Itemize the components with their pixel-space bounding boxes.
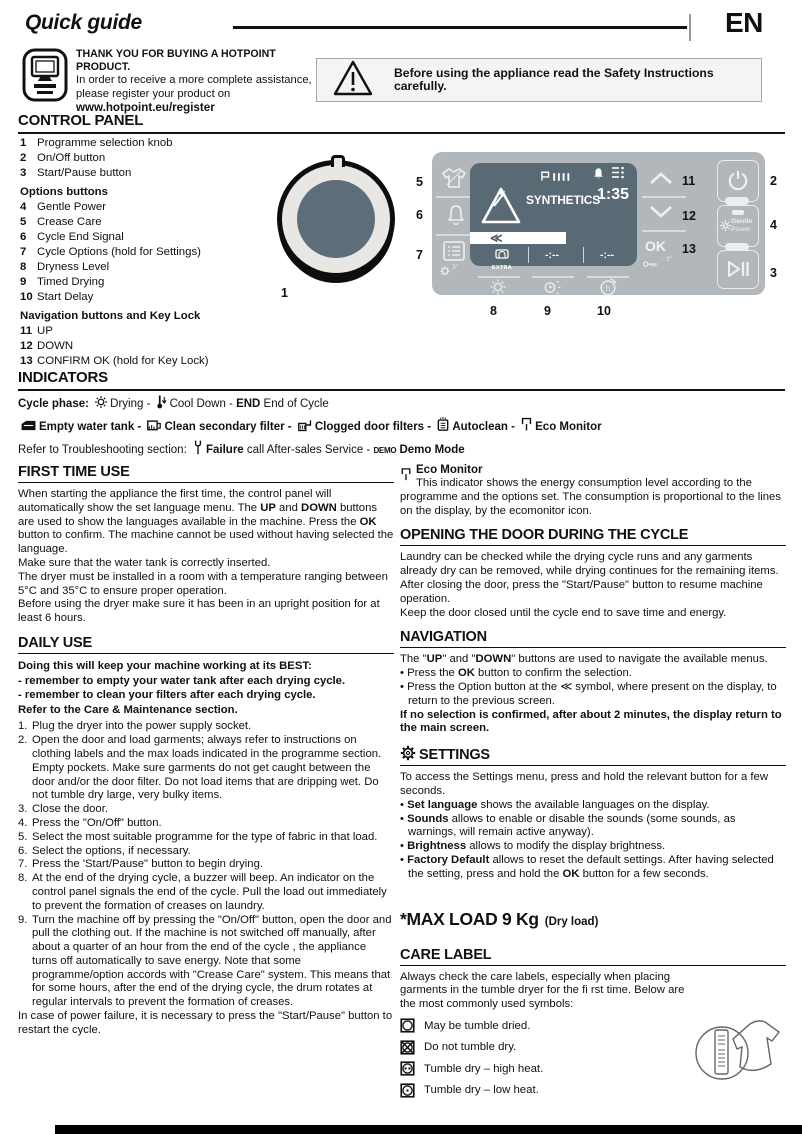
care-symbol-label: Do not tumble dry. xyxy=(424,1041,517,1054)
item-number: 8 xyxy=(20,261,27,273)
daily-use-intro-line: Doing this will keep your machine working at its BEST: xyxy=(18,659,312,672)
eco-monitor-block xyxy=(400,464,786,518)
power-icon xyxy=(726,169,750,198)
step-text: Press the 'Start/Pause" button to begin drying. xyxy=(32,858,263,871)
daily-use-intro-line: Refer to the Care & Maintenance section. xyxy=(18,703,238,716)
divider xyxy=(642,230,686,232)
step-number: 8. xyxy=(18,872,28,885)
callout-cycle-end-signal: 6 xyxy=(416,208,423,222)
care-symbol-label: Tumble dry – high heat. xyxy=(424,1062,544,1075)
dryness-level-display-icon xyxy=(611,166,625,184)
dryness-level-sun-icon xyxy=(489,278,507,301)
tumble-no-icon xyxy=(400,1040,415,1055)
control-panel-heading: CONTROL PANEL xyxy=(18,112,785,134)
callout-start-delay: 10 xyxy=(597,304,611,318)
step-text: Select the most suitable programme for the type of fabric in that load. xyxy=(32,830,378,843)
daily-use-outro: In case of power failure, it is necessary to press the "Start/Pause" button to restart the cycle. xyxy=(18,1010,393,1036)
troubleshooting-line xyxy=(18,439,785,460)
register-thanks-line: THANK YOU FOR BUYING A HOTPOINT PRODUCT. xyxy=(76,48,276,74)
opening-door-heading: OPENING THE DOOR DURING THE CYCLE xyxy=(400,527,786,546)
knob-notch xyxy=(331,155,345,167)
item-label: UP xyxy=(37,325,53,337)
extra-label: EXTRA xyxy=(491,264,513,271)
down-arrow-icon xyxy=(648,204,674,225)
back-symbol: ≪ xyxy=(490,231,503,245)
list-item xyxy=(20,324,272,339)
settings-gear-icon xyxy=(400,745,416,761)
remaining-time: 1:35 xyxy=(596,186,629,203)
water-tank-icon xyxy=(20,419,37,432)
cycle-end-signal-bell-icon xyxy=(446,203,466,230)
maintenance-indicators-line xyxy=(18,416,785,436)
callout-down: 12 xyxy=(682,209,696,223)
tumble-ok-icon xyxy=(400,1018,415,1033)
gentle-power-indicator xyxy=(732,210,744,215)
clean-secondary-filter-label: Clean secondary filter - xyxy=(164,421,295,433)
step-number: 1. xyxy=(18,720,28,733)
first-time-use-body: When starting the appliance the first time, the control panel will automatically show the set language menu. The UP and DOWN buttons are used to show the languages available in the machine. Press the OK button to confirm. The machine cannot be used without having selected the language. Make sure that the water tank is correctly inserted. The dryer must be installed in a room with a temperature ranging between 5°C and 35°C to ensure proper operation. Before using the dryer make sure it has been in an upright position for at least 6 hours. xyxy=(18,488,394,625)
end-of-cycle-label: End of Cycle xyxy=(260,398,329,410)
divider xyxy=(528,247,529,263)
item-label: DOWN xyxy=(37,340,74,352)
list-item xyxy=(20,136,272,151)
first-time-use-section xyxy=(18,464,394,626)
register-instruction: In order to receive a more complete assistance, please register your product on xyxy=(76,74,312,100)
care-symbol-label: May be tumble dried. xyxy=(424,1019,531,1032)
cool-down-thermometer-icon xyxy=(156,394,168,409)
care-label-heading: CARE LABEL xyxy=(400,947,786,966)
list-item xyxy=(20,200,272,215)
divider xyxy=(532,276,574,278)
options-hold-label: 3″ xyxy=(452,264,458,271)
item-label: Programme selection knob xyxy=(37,137,173,149)
failure-wrench-icon xyxy=(192,439,204,455)
demo-mode-label: Demo Mode xyxy=(399,444,465,456)
eco-monitor-display-icon xyxy=(540,169,574,187)
failure-label: Failure xyxy=(205,444,244,456)
svg-text:h: h xyxy=(605,284,611,294)
eco-monitor-icon xyxy=(400,466,412,488)
start-delay-slot: -:-- xyxy=(600,249,614,261)
left-column xyxy=(18,464,394,1038)
crease-care-icon xyxy=(440,166,468,195)
settings-hold-gear-icon xyxy=(440,263,450,281)
end-label: END xyxy=(236,398,261,410)
empty-water-tank-label: Empty water tank - xyxy=(39,421,145,433)
navigation-bullet: • Press the OK button to confirm the selection. xyxy=(400,667,632,680)
daily-use-intro-line: - remember to empty your water tank after each drying cycle. xyxy=(18,674,346,687)
daily-use-step xyxy=(18,845,394,859)
troubleshooting-prefix: Refer to Troubleshooting section: xyxy=(18,444,187,456)
settings-bullet: • Set language shows the available languages on the display. xyxy=(400,798,710,811)
navigation-outro: If no selection is confirmed, after about 2 minutes, the display return to the main screen. xyxy=(400,708,782,735)
item-number: 9 xyxy=(20,276,27,288)
list-item xyxy=(20,339,272,354)
item-number: 1 xyxy=(20,137,27,149)
step-text: Turn the machine off by pressing the "On/Off" button, open the door and pull the clothing out. If the machine is not switched off manually, after about a quarter of an hour from the end of the cycle , the appliance turns off automatically to save energy. Note that some programme/option accords with "Crease Care" system. This means that for some hours, after the end of the drying cycle, the drum rotates at regular intervals to prevent the formation of creases. xyxy=(32,913,392,1009)
programme-knob xyxy=(277,160,395,278)
up-arrow-icon xyxy=(648,170,674,191)
settings-intro: To access the Settings menu, press and hold the relevant button for a few seconds. xyxy=(400,771,768,797)
dryness-extra-indicator xyxy=(482,246,522,271)
indicators-heading: INDICATORS xyxy=(18,369,785,391)
clogged-door-filters-label: Clogged door filters - xyxy=(314,421,435,433)
daily-use-step xyxy=(18,803,394,817)
list-item xyxy=(20,354,272,369)
divider xyxy=(436,234,470,236)
max-load-title: *MAX LOAD 9 Kg xyxy=(400,908,539,929)
list-item xyxy=(20,230,272,245)
item-label: Start/Pause button xyxy=(37,167,132,179)
demo-tag: DEMO xyxy=(373,446,397,455)
item-label: On/Off button xyxy=(37,152,106,164)
indicators-section xyxy=(18,369,785,460)
control-panel-list xyxy=(20,136,272,369)
daily-use-step xyxy=(18,817,394,831)
panel-fascia xyxy=(432,152,765,295)
settings-heading: SETTINGS xyxy=(419,747,490,764)
gentle-label: Gentle xyxy=(731,218,753,225)
daily-use-heading: DAILY USE xyxy=(18,635,394,654)
item-label: Crease Care xyxy=(37,216,102,228)
list-item xyxy=(20,215,272,230)
back-bar xyxy=(470,232,566,244)
key-lock-icon xyxy=(642,256,664,274)
step-number: 7. xyxy=(18,858,28,871)
callout-power: 2 xyxy=(770,174,777,188)
start-pause-button xyxy=(717,250,759,289)
daily-use-step xyxy=(18,914,394,1011)
opening-door-body: Laundry can be checked while the drying cycle runs and any garments already dry can be removed, while drying continues for the remaining items. After closing the door, press the "Start/Pause" button to resume machine operation. Keep the door closed until the cycle end to save time and energy. xyxy=(400,551,779,619)
list-item xyxy=(20,290,272,305)
ok-button-label: OK xyxy=(645,238,666,254)
list-item xyxy=(20,260,272,275)
timed-drying-slot: -:-- xyxy=(545,249,559,261)
door-filter-icon xyxy=(297,418,313,432)
item-number: 5 xyxy=(20,216,27,228)
display-screen xyxy=(470,163,637,271)
buzzer-bell-icon xyxy=(592,167,605,185)
navigation-section xyxy=(400,629,786,736)
safety-warning-text: Before using the appliance read the Safety Instructions carefully. xyxy=(394,66,714,93)
timed-drying-icon xyxy=(542,279,563,301)
gentle-power-button xyxy=(717,205,759,247)
item-number: 11 xyxy=(20,325,33,337)
tshirt-care-label-illustration xyxy=(690,1015,790,1094)
item-label: Start Delay xyxy=(37,291,94,303)
settings-bullet: • Sounds allows to enable or disable the sounds (some sounds, as warnings, will remain active anyway). xyxy=(400,812,736,839)
eco-monitor-title: Eco Monitor xyxy=(416,464,483,476)
register-computer-icon xyxy=(22,48,68,114)
item-number: 10 xyxy=(20,291,33,303)
settings-bullet: • Brightness allows to modify the display brightness. xyxy=(400,840,666,853)
divider xyxy=(436,196,470,198)
tumble-low-heat-icon xyxy=(400,1083,415,1098)
list-item xyxy=(20,151,272,166)
step-number: 9. xyxy=(18,913,28,926)
page-footer-bar xyxy=(55,1125,802,1134)
title-tick xyxy=(689,14,691,41)
autoclean-icon xyxy=(436,416,450,432)
item-number: 12 xyxy=(20,340,33,352)
page-title: Quick guide xyxy=(25,11,142,34)
navigation-heading: NAVIGATION xyxy=(400,629,786,648)
item-number: 7 xyxy=(20,246,27,258)
callout-knob: 1 xyxy=(281,286,288,300)
power-label: Power xyxy=(731,225,751,233)
secondary-filter-icon xyxy=(146,418,162,432)
item-label: Cycle Options (hold for Settings) xyxy=(37,246,201,258)
daily-use-step xyxy=(18,720,394,734)
item-label: Gentle Power xyxy=(37,201,107,213)
button-divider xyxy=(725,197,749,205)
daily-use-intro-line: - remember to clean your filters after each drying cycle. xyxy=(18,689,316,702)
options-buttons-subheading: Options buttons xyxy=(20,186,108,198)
drying-label: Drying - xyxy=(110,398,154,410)
title-rule xyxy=(233,26,687,29)
right-column xyxy=(400,464,786,1098)
step-number: 3. xyxy=(18,803,28,816)
item-number: 13 xyxy=(20,355,33,367)
programme-name: SYNTHETICS xyxy=(526,193,601,207)
callout-timed-drying: 9 xyxy=(544,304,551,318)
step-number: 2. xyxy=(18,734,28,747)
item-label: Dryness Level xyxy=(37,261,110,273)
divider xyxy=(583,247,584,263)
callout-dryness-level: 8 xyxy=(490,304,497,318)
list-item xyxy=(20,275,272,290)
cool-down-label: Cool Down - xyxy=(169,398,237,410)
step-number: 6. xyxy=(18,844,28,857)
max-load-subtitle: (Dry load) xyxy=(544,915,599,928)
item-number: 4 xyxy=(20,201,27,213)
eco-monitor-icon xyxy=(520,417,533,432)
settings-bullet: • Factory Default allows to reset the default settings. After having selected the setting, press and hold the OK button for a few seconds. xyxy=(400,853,774,880)
divider xyxy=(642,196,686,198)
ok-hold-label: 3″ xyxy=(666,256,672,263)
max-load-line xyxy=(400,909,786,930)
callout-crease-care: 5 xyxy=(416,175,423,189)
step-text: Close the door. xyxy=(32,803,108,816)
daily-use-step xyxy=(18,858,394,872)
daily-use-step xyxy=(18,872,394,913)
callout-gentle-power: 4 xyxy=(770,218,777,232)
tumble-high-heat-icon xyxy=(400,1061,415,1076)
after-sales-label: call After-sales Service - xyxy=(243,444,374,456)
item-label: Timed Drying xyxy=(37,276,105,288)
cycle-phase-label: Cycle phase: xyxy=(18,398,89,410)
callout-up: 11 xyxy=(682,174,696,188)
power-button xyxy=(717,160,759,202)
step-number: 4. xyxy=(18,816,28,829)
item-number: 2 xyxy=(20,152,27,164)
callout-start-pause: 3 xyxy=(770,266,777,280)
daily-use-step xyxy=(18,831,394,845)
first-time-use-heading: FIRST TIME USE xyxy=(18,464,394,483)
play-pause-icon xyxy=(726,259,750,284)
item-number: 3 xyxy=(20,167,27,179)
settings-heading-row xyxy=(400,745,786,766)
warning-triangle-icon xyxy=(332,59,374,102)
navigation-buttons-subheading: Navigation buttons and Key Lock xyxy=(20,310,201,322)
list-item xyxy=(20,166,272,181)
item-number: 6 xyxy=(20,231,27,243)
step-text: Press the "On/Off" button. xyxy=(32,816,162,829)
navigation-intro: The "UP" and "DOWN" buttons are used to navigate the available menus. xyxy=(400,653,768,666)
register-url: www.hotpoint.eu/register xyxy=(76,100,215,114)
autoclean-label: Autoclean - xyxy=(452,421,519,433)
care-label-body: Always check the care labels, especially when placing garments in the tumble dryer for the fi rst time. Below are the most commonly used symbols: xyxy=(400,970,685,1011)
navigation-bullet: • Press the Option button at the ≪ symbol, where present on the display, to return to the previous screen. xyxy=(400,680,777,707)
step-number: 5. xyxy=(18,830,28,843)
step-text: Open the door and load garments; always refer to instructions on clothing labels and the max loads indicated in the programme section. Empty pockets. Make sure garments do not get caught between the door and/or the door filter. Do not load items that are dripping wet. Do not tumble dry large, very bulky items. xyxy=(32,734,382,802)
start-delay-icon xyxy=(598,277,618,301)
care-symbol-label: Tumble dry – low heat. xyxy=(424,1084,539,1097)
settings-section xyxy=(400,745,786,881)
eco-monitor-label: Eco Monitor xyxy=(535,421,602,433)
cycle-phase-line xyxy=(18,394,785,413)
item-label: CONFIRM OK (hold for Key Lock) xyxy=(37,355,209,367)
opening-door-section xyxy=(400,527,786,620)
step-text: Select the options, if necessary. xyxy=(32,844,191,857)
synthetics-triangle-icon xyxy=(479,183,523,232)
step-text: At the end of the drying cycle, a buzzer will beep. An indicator on the control panel signals the end of the cycle. Pull the load out immediately to prevent the formation of creases on laundry. xyxy=(32,872,387,912)
list-item xyxy=(20,245,272,260)
drying-sun-icon xyxy=(94,395,108,409)
register-box xyxy=(22,48,314,114)
care-label-section xyxy=(400,947,786,1098)
daily-use-section xyxy=(18,635,394,1038)
knob-center xyxy=(297,180,375,258)
daily-use-step xyxy=(18,734,394,803)
language-badge: EN xyxy=(725,7,763,38)
step-text: Plug the dryer into the power supply socket. xyxy=(32,720,252,733)
callout-ok: 13 xyxy=(682,242,696,256)
safety-warning-box xyxy=(316,58,762,102)
item-label: Cycle End Signal xyxy=(37,231,124,243)
eco-monitor-body: This indicator shows the energy consumption level according to the programme and the options set. The consumption is proportional to the lines on the display, by the ecomonitor icon. xyxy=(400,477,781,517)
callout-cycle-options: 7 xyxy=(416,248,423,262)
control-panel-diagram xyxy=(270,145,802,321)
